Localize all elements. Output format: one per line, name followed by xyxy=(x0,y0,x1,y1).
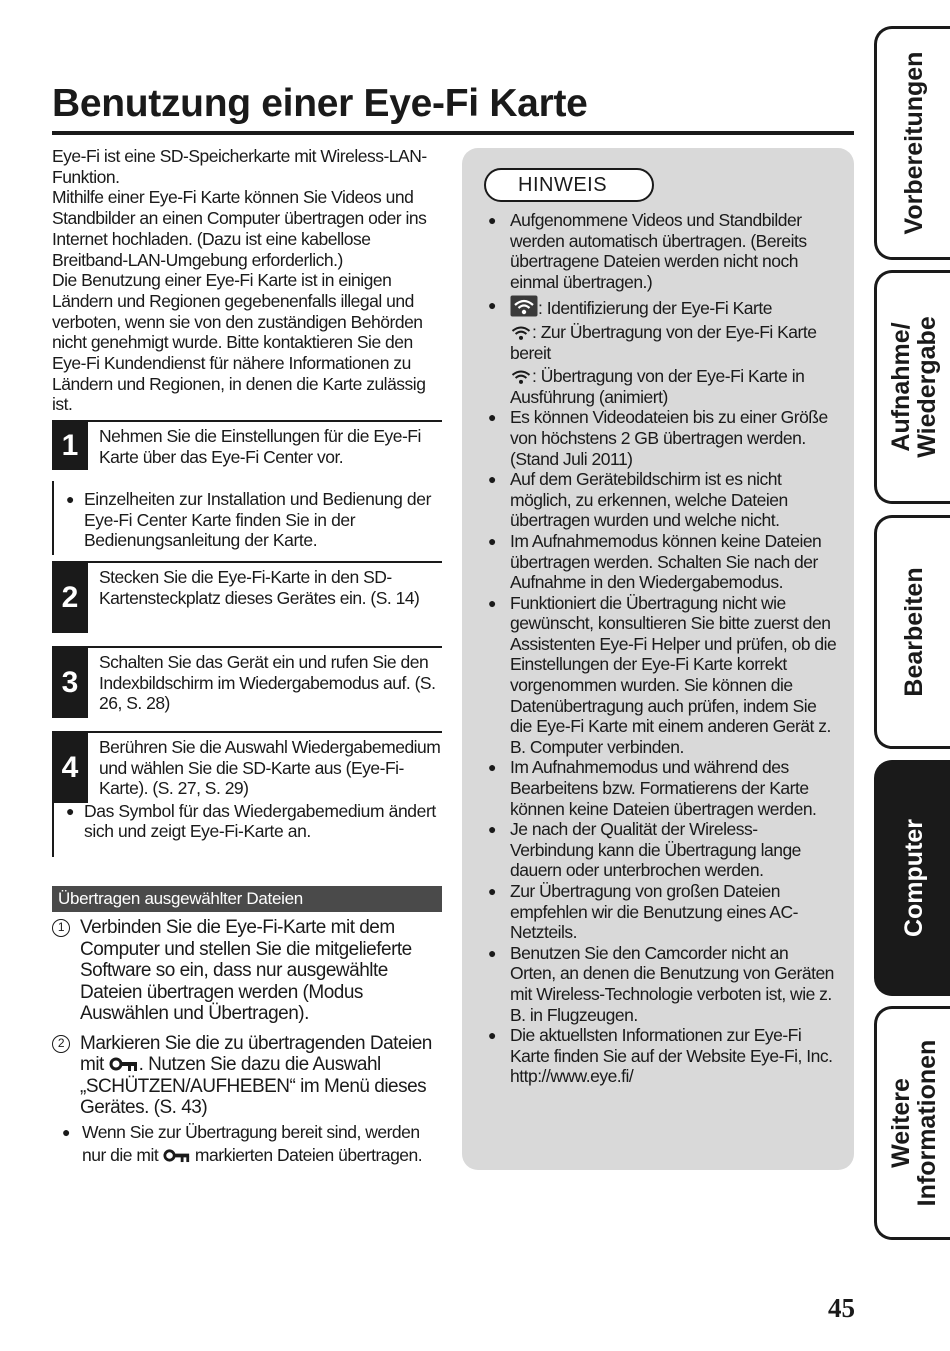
title-divider xyxy=(52,131,854,135)
step-text: Nehmen Sie die Einstellungen für die Eye-Fi Karte über das Eye-Fi Center vor. xyxy=(99,426,421,467)
hinweis-text: : Zur Übertragung von der Eye-Fi Karte bereit xyxy=(510,321,817,363)
bullet-icon: ● xyxy=(488,212,496,228)
step-note xyxy=(52,793,442,857)
hinweis-item xyxy=(488,531,838,593)
bullet-icon: ● xyxy=(488,594,496,611)
step-note-text: Einzelheiten zur Installation und Bedienung der Eye-Fi Center Karte finden Sie in der Bedienungsanleitung der Karte. xyxy=(84,489,432,551)
step-4 xyxy=(52,731,442,857)
hinweis-item xyxy=(488,593,838,758)
hinweis-text: Aufgenommene Videos und Standbilder werden automatisch übertragen. (Bereits übertragene Dateien werden nicht noch einmal übertragen.) xyxy=(510,210,807,292)
bullet-icon: ● xyxy=(488,409,496,426)
bullet-icon: ● xyxy=(488,297,496,314)
step-number: 2 xyxy=(52,563,88,633)
circled-number: 1 xyxy=(52,919,70,937)
hinweis-text: Es können Videodateien bis zu einer Größe von höchstens 2 GB übertragen werden. (Stand Juli 2011) xyxy=(510,407,828,469)
intro-paragraph: Eye-Fi ist eine SD-Speicherkarte mit Wireless-LAN-Funktion. xyxy=(52,146,427,187)
hinweis-text: Funktioniert die Übertragung nicht wie gewünscht, konsultieren Sie bitte zuerst den Assistenten Eye-Fi Helper und prüfen, ob die Einstellungen der Eye-Fi Karte korrekt vorgenommen wurden. Sie können die Datenübertragung auch prüfen, indem Sie die Eye-Fi Karte mit einem anderen Gerät z. B. Computer verbinden. xyxy=(510,592,837,757)
sub-steps xyxy=(52,917,444,1167)
step-3 xyxy=(52,646,442,714)
bullet-icon: ● xyxy=(66,802,75,819)
bullet-icon: ● xyxy=(488,821,496,838)
bullet-icon: ● xyxy=(488,883,496,899)
hinweis-text: Im Aufnahmemodus können keine Dateien übertragen werden. Schalten Sie nach der Aufnahme in den Wiedergabemodus. xyxy=(510,530,822,593)
tab-label xyxy=(901,819,927,937)
hinweis-text: Benutzen Sie den Camcorder nicht an Orten, an denen die Benutzung von Geräten mit Wireless-Technologie verboten ist, wie z. B. in Flugzeugen. xyxy=(510,942,834,1025)
hinweis-text: Zur Übertragung von großen Dateien empfehlen wir die Benutzung eines AC-Netzteils. xyxy=(510,881,798,943)
hinweis-text: : Identifizierung der Eye-Fi Karte xyxy=(538,298,772,319)
website-url: http://www.eye.fi/ xyxy=(510,1066,634,1087)
eyefi-card-icon xyxy=(510,295,538,317)
hinweis-item xyxy=(488,757,838,819)
sub-step-text: Markieren Sie die zu übertragenden Dateien mit xyxy=(80,1032,432,1075)
tab-label xyxy=(901,567,927,696)
tab-weitere-informationen[interactable] xyxy=(874,1006,950,1240)
tab-label-line: Bearbeiten xyxy=(899,567,928,697)
sub-step-text: . Nutzen Sie dazu die Auswahl „SCHÜTZEN/AUFHEBEN“ im Menü dieses Gerätes. (S. 43) xyxy=(80,1054,427,1118)
tab-label xyxy=(888,1040,940,1207)
page-title: Benutzung einer Eye-Fi Karte xyxy=(52,82,588,125)
bullet-icon: ● xyxy=(488,1027,496,1044)
tab-aufnahme-wiedergabe[interactable] xyxy=(874,270,950,504)
step-number: 1 xyxy=(52,422,88,470)
tab-computer[interactable] xyxy=(874,760,950,996)
hinweis-item xyxy=(488,1025,838,1087)
hinweis-text: Die aktuellsten Informationen zur Eye-Fi Karte finden Sie auf der Website Eye-Fi, Inc. xyxy=(510,1025,833,1066)
step-note-text: Das Symbol für das Wiedergabemedium ändert sich und zeigt Eye-Fi-Karte an. xyxy=(84,800,436,842)
hinweis-box xyxy=(462,148,854,1170)
step-note xyxy=(52,481,442,555)
tab-label-line: Informationen xyxy=(912,1039,941,1207)
tab-label-line: Wiedergabe xyxy=(912,316,941,458)
hinweis-item xyxy=(488,881,838,943)
tab-label-line: Weitere xyxy=(886,1078,915,1168)
tab-label-line: Vorbereitungen xyxy=(899,51,928,235)
protect-key-icon xyxy=(109,1056,139,1072)
tab-label xyxy=(901,52,927,235)
intro-text xyxy=(52,146,444,415)
hinweis-text: Auf dem Gerätebildschirm ist es nicht möglich, zu erkennen, welche Dateien übertragen wurden und welche nicht. xyxy=(510,469,788,531)
side-tab-bar xyxy=(874,0,950,1351)
hinweis-text: Im Aufnahmemodus und während des Bearbeitens bzw. Formatierens der Karte können keine Dateien übertragen werden. xyxy=(510,757,817,819)
sub-note-text: Wenn Sie zur Übertragung bereit sind, werden nur die mit xyxy=(82,1121,420,1165)
page-number: 45 xyxy=(828,1293,855,1323)
bullet-icon: ● xyxy=(488,532,496,549)
bullet-icon: ● xyxy=(62,1123,70,1140)
hinweis-label-pill xyxy=(484,168,654,202)
tab-label-line: Computer xyxy=(899,818,928,938)
tab-label-line: Aufnahme/ xyxy=(886,322,915,452)
bullet-icon: ● xyxy=(488,944,496,961)
sub-note-text: markierten Dateien übertragen. xyxy=(190,1144,423,1165)
sub-note xyxy=(52,1121,444,1167)
hinweis-item xyxy=(488,819,838,881)
step-2 xyxy=(52,561,442,614)
hinweis-list xyxy=(488,210,838,1087)
wifi-ready-icon xyxy=(510,324,532,341)
hinweis-text: Je nach der Qualität der Wireless-Verbindung kann die Übertragung lange dauern oder unterbrochen werden. xyxy=(510,819,801,881)
section-heading: Übertragen ausgewählter Dateien xyxy=(52,886,442,912)
tab-vorbereitungen[interactable] xyxy=(874,26,950,260)
tab-bearbeiten[interactable] xyxy=(874,515,950,749)
sub-step-text: Verbinden Sie die Eye-Fi-Karte mit dem Computer und stellen Sie die mitgelieferte Software so ein, dass nur ausgewählte Dateien übertragen werden (Modus Auswählen und Übertragen). xyxy=(80,917,412,1024)
step-text: Berühren Sie die Auswahl Wiedergabemedium und wählen Sie die SD-Karte aus (Eye-Fi-Karte). (S. 27, S. 29) xyxy=(99,737,441,798)
step-text: Schalten Sie das Gerät ein und rufen Sie den Indexbildschirm im Wiedergabemodus auf. (S. 26, S. 28) xyxy=(99,652,436,713)
hinweis-item xyxy=(488,469,838,531)
bullet-icon: ● xyxy=(488,759,496,776)
hinweis-item xyxy=(488,943,838,1025)
bullet-icon: ● xyxy=(66,491,75,507)
step-number: 3 xyxy=(52,648,88,718)
wifi-transfer-icon xyxy=(510,368,532,385)
sub-step-2 xyxy=(52,1033,444,1119)
protect-key-icon xyxy=(163,1148,191,1163)
tab-label xyxy=(888,316,940,457)
hinweis-item xyxy=(488,210,838,292)
hinweis-item xyxy=(488,295,838,407)
bullet-icon: ● xyxy=(488,471,496,488)
intro-paragraph: Mithilfe einer Eye-Fi Karte können Sie Videos und Standbilder an einen Computer übertragen oder ins Internet hochladen. (Dazu ist eine kabellose Breitband-LAN-Umgebung erforderlich.) xyxy=(52,187,427,270)
hinweis-item xyxy=(488,407,838,469)
step-number: 4 xyxy=(52,733,88,803)
intro-paragraph: Die Benutzung einer Eye-Fi Karte ist in einigen Ländern und Regionen gegebenenfalls illegal und verboten, wenn sie von den zuständigen Behörden nicht genehmigt wurde. Bitte kontaktieren Sie den Eye-Fi Kundendienst für nähere Informationen zu Ländern und Regionen, in denen die Karte zulässig ist. xyxy=(52,270,426,415)
sub-step-1 xyxy=(52,917,444,1025)
step-text: Stecken Sie die Eye-Fi-Karte in den SD-Kartensteckplatz dieses Gerätes ein. (S. 14) xyxy=(99,567,420,608)
circled-number: 2 xyxy=(52,1035,70,1053)
step-1 xyxy=(52,420,442,555)
hinweis-text: : Übertragung von der Eye-Fi Karte in Ausführung (animiert) xyxy=(510,366,805,407)
hinweis-label: HINWEIS xyxy=(518,174,608,196)
